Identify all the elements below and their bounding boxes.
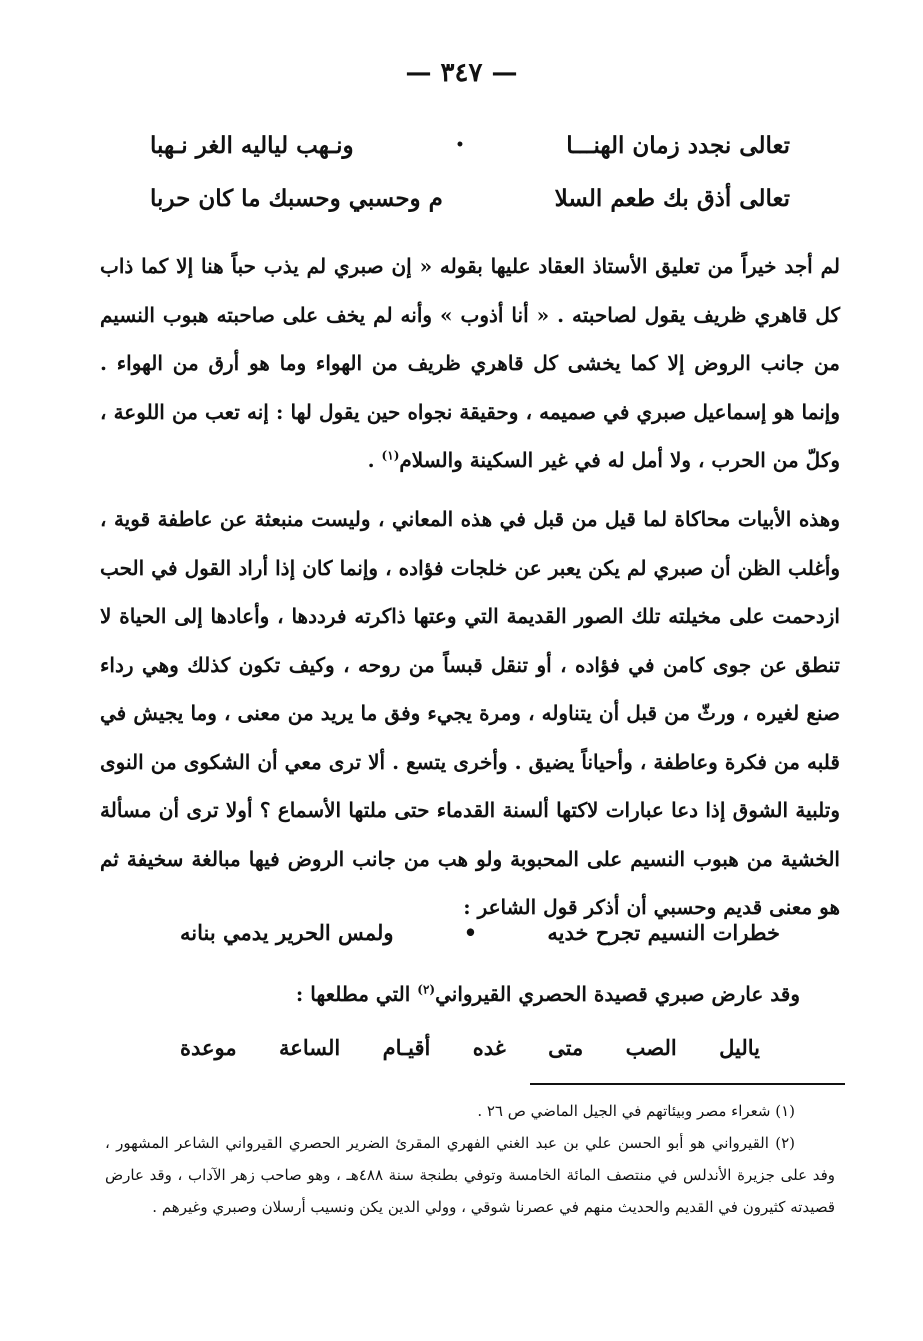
verse-hemistich-first: تعالى نجدد زمان الهنـــا [566, 131, 790, 159]
body-paragraph [100, 495, 840, 932]
intro-line [200, 982, 800, 1006]
verse-word: موعدة [180, 1035, 237, 1060]
verse-hemistich-second: ونـهب لياليه الغر نـهبا [150, 131, 354, 159]
intro-text-end: التي مطلعها : [295, 982, 411, 1006]
quoted-verse-opening [180, 1035, 760, 1060]
footnote-reference: (٢) [417, 982, 436, 997]
paragraph-text: لم أجد خيراً من تعليق الأستاذ العقاد عليها بقوله « إن صبري لم يذب حباً هنا إلا كما ذاب كل قاهري ظريف يقول لصاحبته . « أنا أذوب » وأنه لم يخف على صاحبته هبوب النسيم من جانب الروض إلا كما يخشى كل قاهري ظريف من الهواء وما هو أرق من الهواء . وإنما هو إسماعيل صبري في صميمه ، وحقيقة نجواه حين يقول لها : إنه تعب من اللوعة ، وكلّ من الحرب ، ولا أمل له في غير السكينة والسلام [100, 254, 840, 472]
verse-word: أقيـام [382, 1035, 431, 1060]
verse-line [150, 178, 790, 218]
verse-hemistich-first: خطرات النسيم تجرح خديه [547, 920, 780, 945]
footnote-1: (١) شعراء مصر وبيئاتهم في الجيل الماضي ص ٢٦ . [477, 1102, 795, 1120]
verse-word: غده [472, 1035, 506, 1060]
footnote-2: (٢) القيرواني هو أبو الحسن علي بن عبد الغني الفهري المقرئ الضرير الحصري القيرواني الشاعر المشهور ، وفد على جزيرة الأندلس في منتصف المائة الخامسة وتوفي بطنجة سنة ٤٨٨هـ ، وهو صاحب زهر الآداب ، وقد عارض قصيدته كثيرون في القديم والحديث منهم في عصرنا شوقي ، وولي الدين يكن ونسيب أرسلان وصبري وغيرهم . [105, 1134, 835, 1216]
verse-word: ياليل [719, 1035, 760, 1060]
verse-separator: • [463, 920, 478, 945]
verse-word: الساعة [279, 1035, 341, 1060]
footnote-separator [530, 1083, 845, 1085]
verse-separator: • [455, 137, 465, 153]
page-number: — ٣٤٧ — [405, 58, 518, 88]
paragraph-text: وهذه الأبيات محاكاة لما قيل من قبل في هذه المعاني ، وليست منبعثة عن عاطفة قوية ، وأغلب الظن أن صبري لم يكن يعبر عن خلجات فؤاده ، وإنما كان إذا أراد القول في الحب ازدحمت على مخيلته تلك الصور القديمة التي وعتها ذاكرته فرددها ، وأعادها إلى الحياة لا تنطق عن جوى كامن في فؤاده ، أو تنقل قبساً من روحه ، وكيف تكون كذلك وهي رداء صنع لغيره ، ورثّ من قبل أن يتناوله ، ومرة يجيء وفق ما يريد من معنى ، وما يجيش في قلبه من فكرة وعاطفة ، وأحياناً يضيق . وأخرى يتسع . ألا ترى معي أن الشكوى من النوى وتلبية الشوق إذا دعا عبارات لاكتها ألسنة القدماء حتى ملتها الأسماع ؟ أولا ترى أن مسألة الخشية من هبوب النسيم على المحبوبة ولو هب من جانب الروض فيها مبالغة سخيفة ثم هو معنى قديم وحسبي أن أذكر قول الشاعر : [100, 507, 840, 919]
verse-line [150, 125, 790, 165]
verse-word: الصب [625, 1035, 677, 1060]
verse-hemistich-first: تعالى أذق بك طعم السلا [554, 184, 790, 212]
verse-word: متى [548, 1035, 584, 1060]
intro-text: وقد عارض صبري قصيدة الحصري القيرواني [435, 982, 800, 1006]
body-paragraph: لم أجد خيراً من تعليق الأستاذ العقاد عليها بقوله « إن صبري لم يذب حباً هنا إلا كما ذاب كل قاهري ظريف يقول لصاحبته . « أنا أذوب » وأنه لم يخف على صاحبته هبوب النسيم من جانب الروض إلا كما يخشى كل قاهري ظريف من الهواء وما هو أرق من الهواء . وإنما هو إسماعيل صبري في صميمه ، وحقيقة نجواه حين يقول لها : إنه تعب من اللوعة ، وكلّ من الحرب ، ولا أمل له في غير السكينة والسلام$^{(١)}$ . [100, 254, 840, 472]
footnote-reference: (١) [381, 448, 400, 463]
verse-hemistich-second: م وحسبي وحسبك ما كان حربا [150, 184, 443, 212]
footnotes [105, 1095, 835, 1223]
verse-hemistich-second: ولمس الحرير يدمي بنانه [180, 920, 394, 945]
quoted-verse [180, 920, 780, 945]
